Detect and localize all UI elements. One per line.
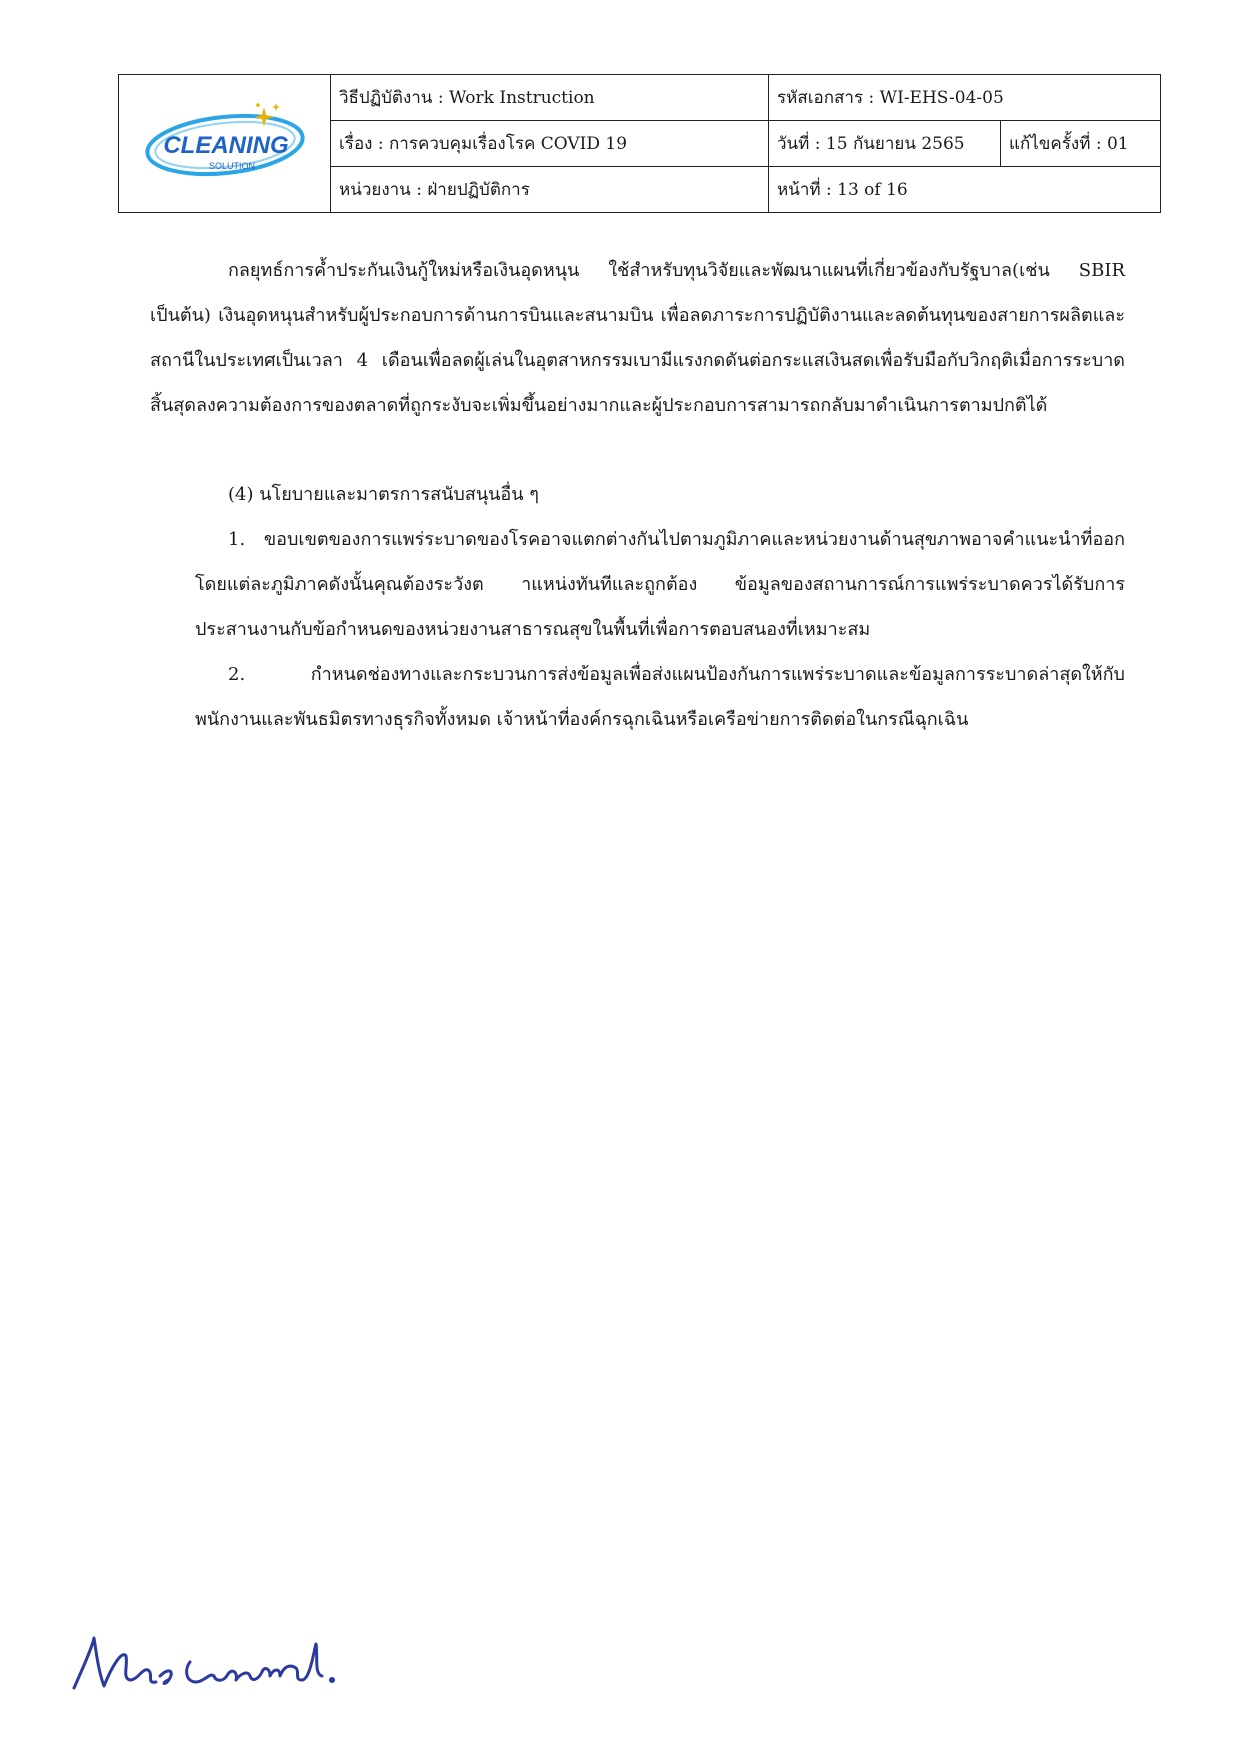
work-instruction-cell <box>331 75 769 121</box>
work-instruction-value: Work Instruction <box>448 88 595 108</box>
date-label: วันที่ : <box>777 134 821 154</box>
department-cell <box>331 167 769 213</box>
page-number-cell <box>769 167 1161 213</box>
list-item: 2. กำหนดช่องทางและกระบวนการส่งข้อมูลเพื่อส่งแผนป้องกันการแพร่ระบาดและข้อมูลการระบาดล่าสุดให้กับพนักงานและพันธมิตรทางธุรกิจทั้งหมด เจ้าหน้าที่องค์กรฉุกเฉินหรือเครือข่ายการติดต่อในกรณีฉุกเฉิน <box>195 664 1125 730</box>
doc-code-label: รหัสเอกสาร : <box>777 88 875 108</box>
strategy-paragraph: กลยุทธ์การค้ำประกันเงินกู้ใหม่หรือเงินอุดหนุน ใช้สำหรับทุนวิจัยและพัฒนาแผนที่เกี่ยวข้องกับรัฐบาล(เช่น SBIR เป็นต้น) เงินอุดหนุนสำหรับผู้ประกอบการด้านการบินและสนามบิน เพื่อลดภาระการปฏิบัติงานและลดต้นทุนของสายการผลิตและสถานีในประเทศเป็นเวลา 4 เดือนเพื่อลดผู้เล่นในอุตสาหกรรมเบามีแรงกดดันต่อกระแสเงินสดเพื่อรับมือกับวิกฤติเมื่อการระบาดสิ้นสุดลงความต้องการของตลาดที่ถูกระงับจะเพิ่มขึ้นอย่างมากและผู้ประกอบการสามารถกลับมาดำเนินการตามปกติได้ <box>150 260 1125 416</box>
list-item: 1. ขอบเขตของการแพร่ระบาดของโรคอาจแตกต่างกันไปตามภูมิภาคและหน่วยงานด้านสุขภาพอาจคำแนะนำที่ออกโดยแต่ละภูมิภาคดังนั้นคุณต้องระวังต าแหน่งทันทีและถูกต้อง ข้อมูลของสถานการณ์การแพร่ระบาดควรได้รับการประสานงานกับข้อกำหนดของหน่วยงานสาธารณสุขในพื้นที่เพื่อการตอบสนองที่เหมาะสม <box>195 529 1125 640</box>
logo-tagline-text: SOLUTION <box>208 161 255 171</box>
handwritten-signature <box>64 1610 364 1720</box>
doc-code-value: WI-EHS-04-05 <box>879 88 1004 108</box>
date-cell <box>769 121 1001 167</box>
department-label: หน่วยงาน <box>339 180 411 200</box>
page-number-label: หน้าที่ : <box>777 180 832 200</box>
revision-value: 01 <box>1106 134 1129 154</box>
logo-brand-text: CLEANING <box>162 132 289 159</box>
subject-label: เรื่อง <box>339 134 373 154</box>
work-instruction-label: วิธีปฏิบัติงาน : <box>339 88 444 108</box>
department-value: : ฝ่ายปฏิบัติการ <box>416 180 530 200</box>
revision-cell <box>1001 121 1161 167</box>
document-header-table <box>118 74 1161 213</box>
doc-code-cell <box>769 75 1161 121</box>
page-number-value: 13 of 16 <box>837 180 908 200</box>
logo-cell <box>119 75 331 213</box>
revision-label: แก้ไขครั้งที่ : <box>1009 134 1102 154</box>
subject-value: : การควบคุมเรื่องโรค COVID 19 <box>377 134 628 154</box>
subject-cell <box>331 121 769 167</box>
date-value: 15 กันยายน 2565 <box>825 134 965 154</box>
section-heading: (4) นโยบายและมาตรการสนับสนุนอื่น ๆ <box>228 484 539 505</box>
document-body <box>150 248 1125 742</box>
cleaning-solution-logo <box>140 93 310 189</box>
